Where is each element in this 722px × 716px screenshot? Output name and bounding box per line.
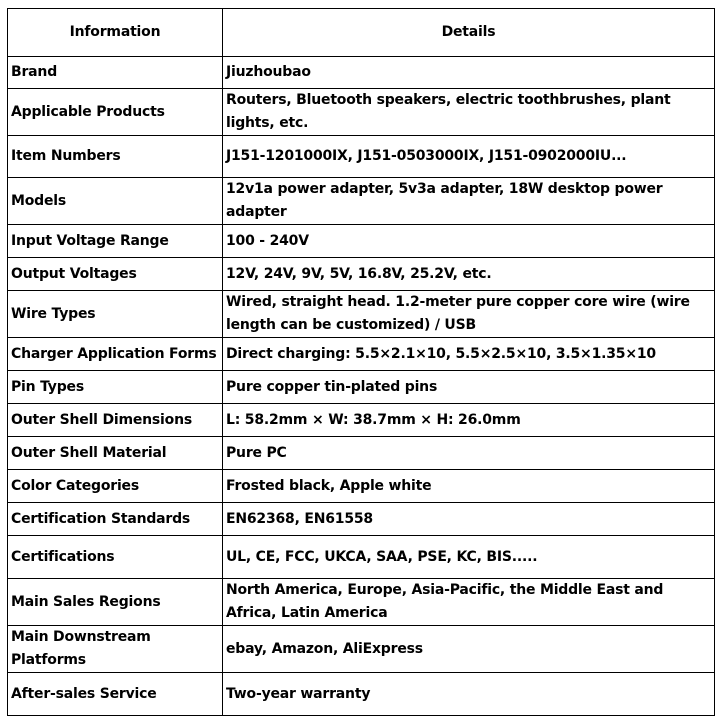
row-label: Output Voltages [8,258,223,291]
header-details: Details [223,9,715,57]
table-row [8,291,715,338]
table-row [8,57,715,89]
row-label: Outer Shell Material [8,437,223,470]
row-value: L: 58.2mm × W: 38.7mm × H: 26.0mm [223,404,715,437]
row-label: Main Downstream Platforms [8,626,223,673]
table-row [8,470,715,503]
table-row [8,503,715,536]
row-label: Certification Standards [8,503,223,536]
row-value: Routers, Bluetooth speakers, electric toothbrushes, plant lights, etc. [223,89,715,136]
row-label: Pin Types [8,371,223,404]
row-value: 12V, 24V, 9V, 5V, 16.8V, 25.2V, etc. [223,258,715,291]
table-row [8,225,715,258]
row-label: Charger Application Forms [8,338,223,371]
row-value: EN62368, EN61558 [223,503,715,536]
table-row [8,437,715,470]
table-row [8,338,715,371]
row-value: 12v1a power adapter, 5v3a adapter, 18W desktop power adapter [223,178,715,225]
table-row [8,673,715,716]
row-label: After-sales Service [8,673,223,716]
row-value: Direct charging: 5.5×2.1×10, 5.5×2.5×10, 3.5×1.35×10 [223,338,715,371]
row-label: Brand [8,57,223,89]
table-row [8,536,715,579]
table-row [8,89,715,136]
row-label: Main Sales Regions [8,579,223,626]
spec-table [7,8,715,716]
row-label: Item Numbers [8,136,223,178]
row-value: Jiuzhoubao [223,57,715,89]
row-label: Models [8,178,223,225]
row-value: Pure PC [223,437,715,470]
row-label: Wire Types [8,291,223,338]
table-row [8,178,715,225]
row-value: Wired, straight head. 1.2-meter pure copper core wire (wire length can be customized) / USB [223,291,715,338]
table-row [8,136,715,178]
table-row [8,258,715,291]
row-value: Two-year warranty [223,673,715,716]
row-value: J151-1201000IX, J151-0503000IX, J151-0902000IU... [223,136,715,178]
row-value: Pure copper tin-plated pins [223,371,715,404]
row-label: Input Voltage Range [8,225,223,258]
row-value: ebay, Amazon, AliExpress [223,626,715,673]
row-label: Certifications [8,536,223,579]
header-row [8,9,715,57]
row-label: Applicable Products [8,89,223,136]
row-label: Outer Shell Dimensions [8,404,223,437]
table-row [8,579,715,626]
header-information: Information [8,9,223,57]
row-value: UL, CE, FCC, UKCA, SAA, PSE, KC, BIS..... [223,536,715,579]
table-row [8,371,715,404]
table-row [8,626,715,673]
row-label: Color Categories [8,470,223,503]
row-value: 100 - 240V [223,225,715,258]
row-value: Frosted black, Apple white [223,470,715,503]
row-value: North America, Europe, Asia-Pacific, the Middle East and Africa, Latin America [223,579,715,626]
table-row [8,404,715,437]
